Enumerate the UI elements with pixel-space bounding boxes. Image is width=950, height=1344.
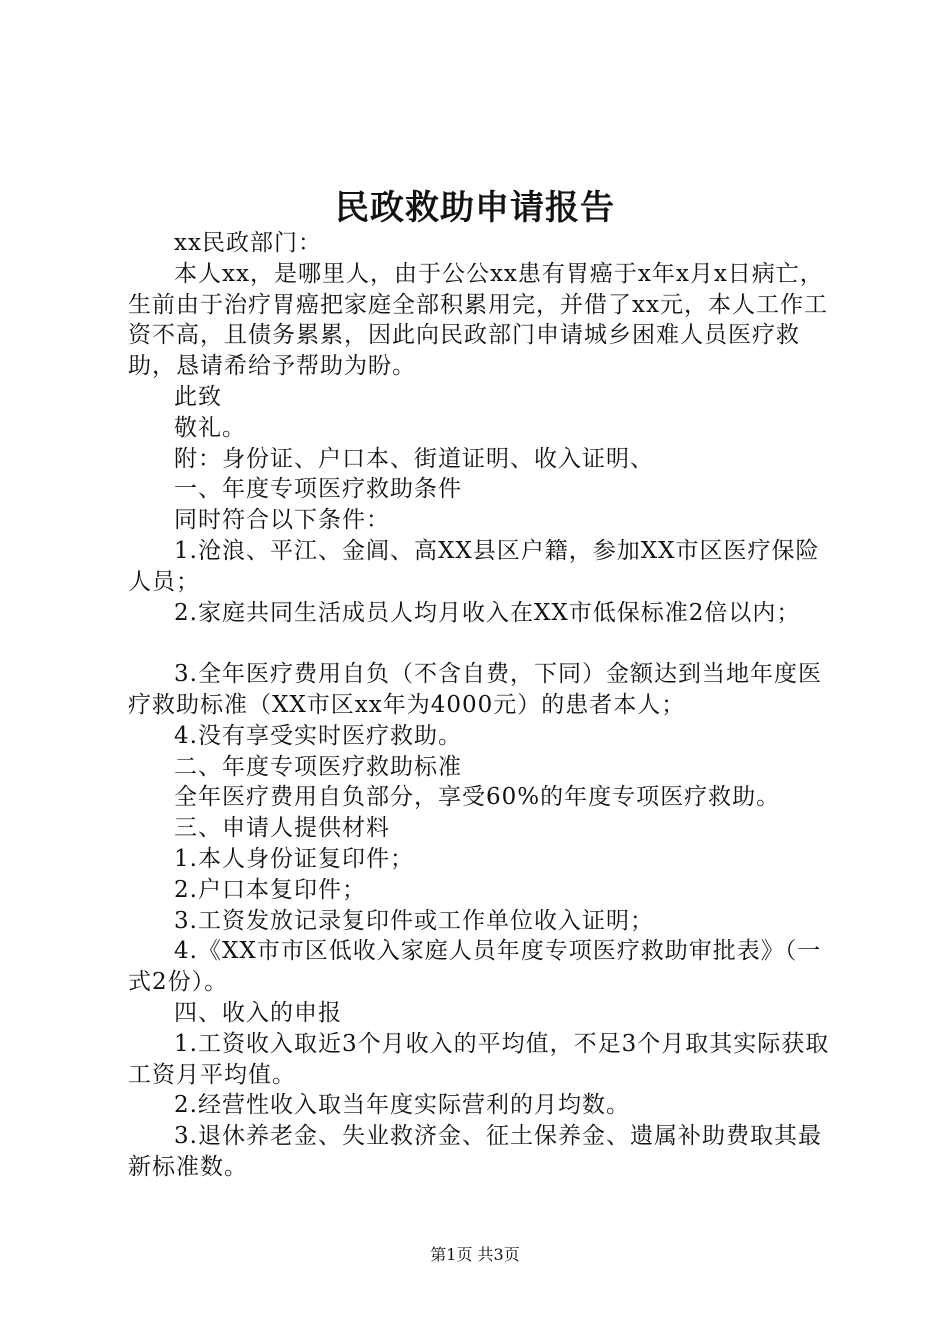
- material-item: 4.《XX市市区低收入家庭人员年度专项医疗救助审批表》（一式2份）。: [128, 938, 822, 996]
- section-heading-income: 四、收入的申报: [174, 999, 342, 1026]
- blank-line: [128, 628, 840, 659]
- document-title: 民政救助申请报告: [335, 188, 615, 228]
- closing-jingli: 敬礼。: [174, 414, 246, 441]
- income-item: 1.工资收入取近3个月收入的平均值，不足3个月取其实际获取工资月平均值。: [128, 1030, 830, 1088]
- income-item: 2.经营性收入取当年度实际营利的月均数。: [174, 1092, 630, 1119]
- material-item: 1.本人身份证复印件；: [174, 845, 414, 872]
- condition-item: 3.全年医疗费用自负（不含自费，下同）金额达到当地年度医疗救助标准（XX市区xx年为4000元）的患者本人；: [128, 661, 822, 718]
- attachments-line: 附：身份证、户口本、街道证明、收入证明、: [174, 445, 654, 472]
- section-heading-conditions: 一、年度专项医疗救助条件: [174, 476, 462, 503]
- condition-item: 1.沧浪、平江、金阊、高XX县区户籍，参加XX市区医疗保险人员；: [128, 537, 820, 595]
- application-paragraph: 本人xx，是哪里人，由于公公xx患有胃癌于x年x月x日病亡，生前由于治疗胃癌把家庭全部积累用完，并借了xx元，本人工作工资不高，且债务累累，因此向民政部门申请城乡困难人员医疗救助，恳请希给予帮助为盼。: [128, 260, 828, 380]
- condition-item: 4.没有享受实时医疗救助。: [174, 722, 462, 749]
- document-body: [128, 228, 840, 1183]
- material-item: 3.工资发放记录复印件或工作单位收入证明；: [174, 907, 654, 934]
- conditions-intro: 同时符合以下条件：: [174, 507, 390, 534]
- section-heading-materials: 三、申请人提供材料: [174, 815, 390, 842]
- condition-item: 2.家庭共同生活成员人均月收入在XX市低保标准2倍以内；: [174, 599, 801, 626]
- section-heading-standard: 二、年度专项医疗救助标准: [174, 753, 462, 780]
- income-item: 3.退休养老金、失业救济金、征土保养金、遗属补助费取其最新标准数。: [128, 1123, 822, 1180]
- material-item: 2.户口本复印件；: [174, 876, 366, 903]
- page-footer: 第1页 共3页: [430, 1245, 520, 1264]
- closing-cizhi: 此致: [174, 383, 222, 410]
- salutation: xx民政部门：: [174, 230, 322, 256]
- standard-text: 全年医疗费用自负部分，享受60%的年度专项医疗救助。: [174, 784, 781, 811]
